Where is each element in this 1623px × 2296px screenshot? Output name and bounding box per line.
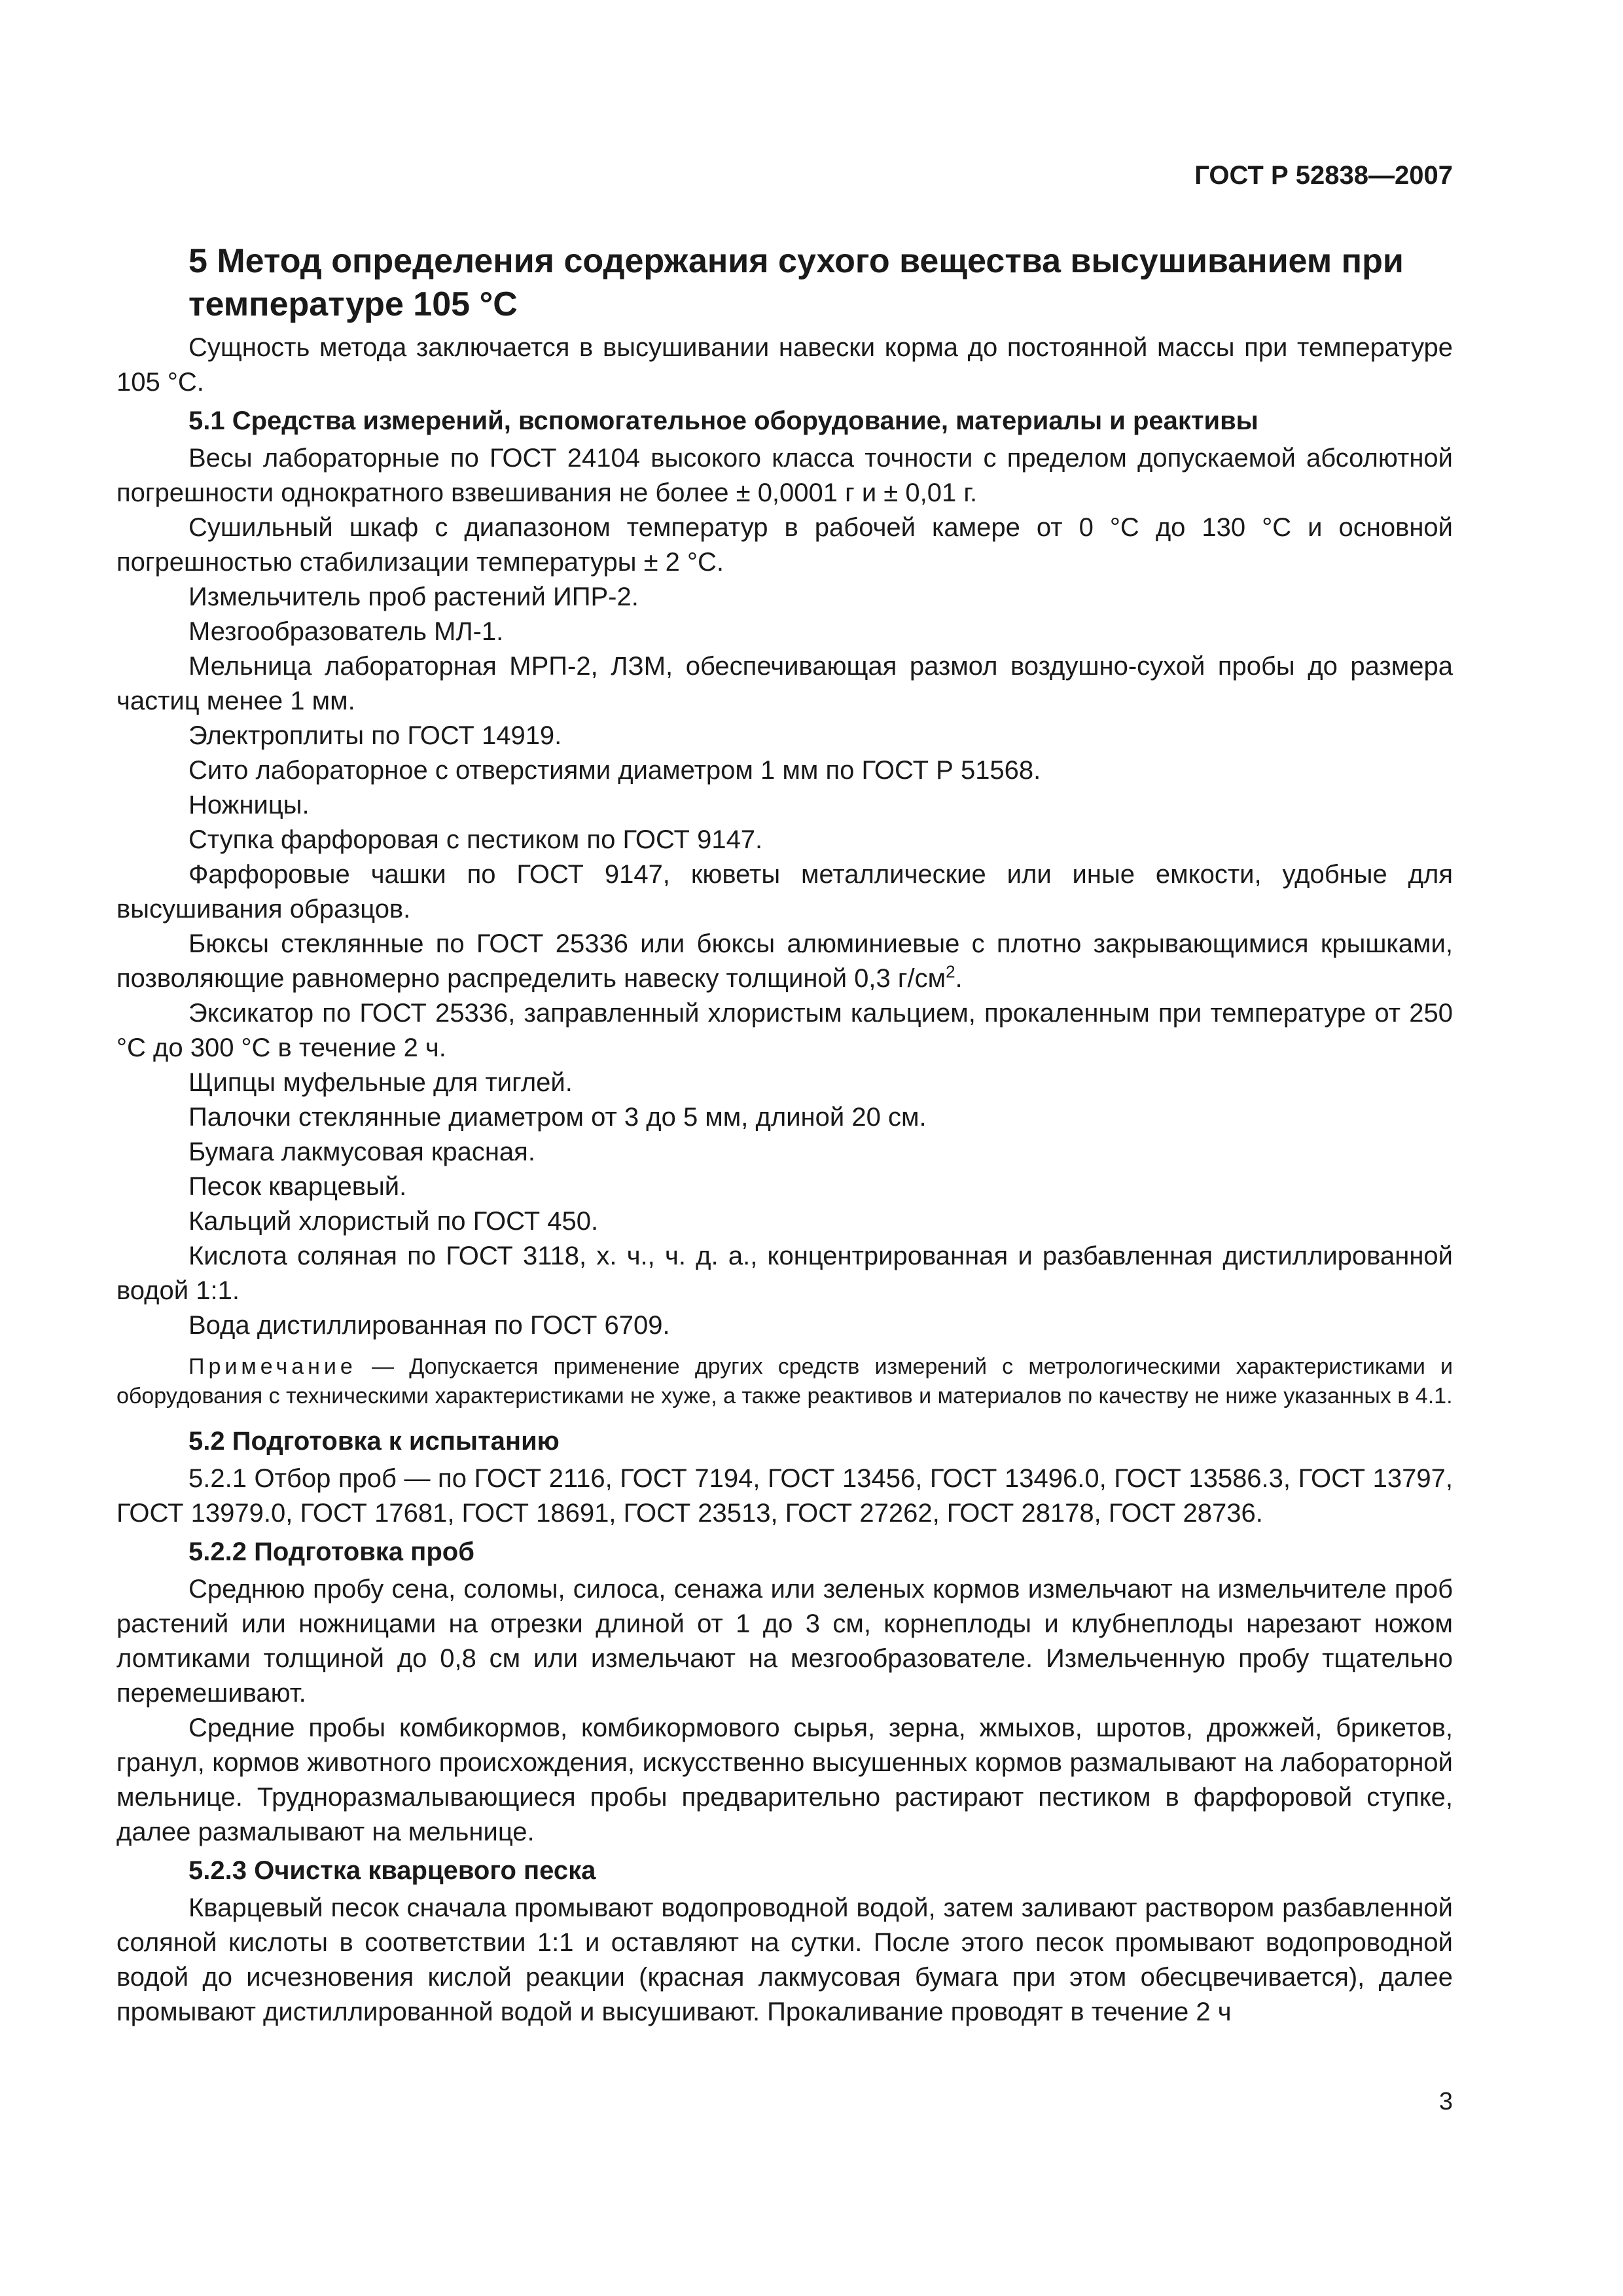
equipment-item: Мельница лабораторная МРП-2, ЛЗМ, обеспечивающая размол воздушно-сухой пробы до размера частиц менее 1 мм. <box>116 652 1453 715</box>
equipment-item: Фарфоровые чашки по ГОСТ 9147, кюветы металлические или иные емкости, удобные для высушивания образцов. <box>116 860 1453 924</box>
equipment-item: Эксикатор по ГОСТ 25336, заправленный хлористым кальцием, прокаленным при температуре от 250 °С до 300 °С в течение 2 ч. <box>116 999 1453 1062</box>
equipment-item: Щипцы муфельные для тиглей. <box>188 1068 573 1097</box>
equipment-item: Электроплиты по ГОСТ 14919. <box>188 721 562 750</box>
superscript-power: 2 <box>946 961 955 982</box>
equipment-item <box>116 927 1453 996</box>
subsection-heading-5-1: 5.1 Средства измерений, вспомогательное оборудование, материалы и реактивы <box>188 406 1258 435</box>
page-number: 3 <box>1438 2088 1453 2115</box>
document-body <box>116 331 1453 2030</box>
equipment-item: Ножницы. <box>188 791 310 819</box>
equipment-item: Сито лабораторное с отверстиями диаметром 1 мм по ГОСТ Р 51568. <box>188 756 1041 785</box>
equipment-item: Вода дистиллированная по ГОСТ 6709. <box>188 1311 670 1340</box>
note-text: — Допускается применение других средств измерений с метрологическими характеристиками и оборудования с техническими характеристиками не хуже, а также реактивов и материалов по качеству не ниже указанных в 4.1. <box>116 1354 1453 1408</box>
period: . <box>955 964 963 993</box>
intro-paragraph: Сущность метода заключается в высушивании навески корма до постоянной массы при температуре 105 °С. <box>116 333 1453 397</box>
equipment-item: Ступка фарфоровая с пестиком по ГОСТ 9147. <box>188 825 763 854</box>
subsection-heading-5-2-3: 5.2.3 Очистка кварцевого песка <box>188 1856 596 1885</box>
equipment-item: Весы лабораторные по ГОСТ 24104 высокого класса точности с пределом допускаемой абсолютной погрешности однократного взвешивания не более ± 0,0001 г и ± 0,01 г. <box>116 444 1453 507</box>
equipment-item: Измельчитель проб растений ИПР-2. <box>188 583 639 611</box>
equipment-item: Палочки стеклянные диаметром от 3 до 5 мм, длиной 20 см. <box>188 1103 927 1132</box>
equipment-item: Кальций хлористый по ГОСТ 450. <box>188 1207 599 1236</box>
equipment-item-text: Бюксы стеклянные по ГОСТ 25336 или бюксы алюминиевые с плотно закрывающимися крышками, позволяющие равномерно распределить навеску толщиной 0,3 г/см <box>116 929 1453 993</box>
note <box>116 1352 1453 1411</box>
paragraph-5-2-3: Кварцевый песок сначала промывают водопроводной водой, затем заливают раствором разбавленной соляной кислоты в соответствии 1:1 и оставляют на сутки. После этого песок промывают водопроводной водой до исчезновения кислой реакции (красная лакмусовая бумага при этом обесцвечивается), далее промывают дистиллированной водой и высушивают. Прокаливание проводят в течение 2 ч <box>116 1893 1453 2026</box>
note-label: Примечание <box>188 1354 357 1379</box>
subsection-heading-5-2: 5.2 Подготовка к испытанию <box>188 1427 560 1456</box>
equipment-item: Кислота соляная по ГОСТ 3118, х. ч., ч. д. а., концентрированная и разбавленная дистиллированной водой 1:1. <box>116 1242 1453 1305</box>
paragraph-5-2-1: 5.2.1 Отбор проб — по ГОСТ 2116, ГОСТ 7194, ГОСТ 13456, ГОСТ 13496.0, ГОСТ 13586.3, ГОСТ 13797, ГОСТ 13979.0, ГОСТ 17681, ГОСТ 18691, ГОСТ 23513, ГОСТ 27262, ГОСТ 28178, ГОСТ 28736. <box>116 1464 1453 1528</box>
paragraph-5-2-2-a: Среднюю пробу сена, соломы, силоса, сенажа или зеленых кормов измельчают на измельчителе проб растений или ножницами на отрезки длиной от 1 до 3 см, корнеплоды и клубнеплоды нарезают ножом ломтиками толщиной до 0,8 см или измельчают на мезгообразователе. Измельченную пробу тщательно перемешивают. <box>116 1575 1453 1708</box>
document-code: ГОСТ Р 52838—2007 <box>1194 161 1453 190</box>
equipment-item: Мезгообразователь МЛ-1. <box>188 617 504 646</box>
paragraph-5-2-2-b: Средние пробы комбикормов, комбикормового сырья, зерна, жмыхов, шротов, дрожжей, брикетов, гранул, кормов животного происхождения, искусственно высушенных кормов размалывают на лабораторной мельнице. Трудноразмалывающиеся пробы предварительно растирают пестиком в фарфоровой ступке, далее размалывают на мельнице. <box>116 1713 1453 1846</box>
equipment-item: Сушильный шкаф с диапазоном температур в рабочей камере от 0 °С до 130 °С и основной погрешностью стабилизации температуры ± 2 °С. <box>116 513 1453 577</box>
section-title: 5 Метод определения содержания сухого вещества высушиванием при температуре 105 °С <box>188 242 1404 323</box>
equipment-item: Бумага лакмусовая красная. <box>188 1138 535 1166</box>
equipment-item: Песок кварцевый. <box>188 1172 407 1201</box>
subsection-heading-5-2-2: 5.2.2 Подготовка проб <box>188 1537 474 1566</box>
